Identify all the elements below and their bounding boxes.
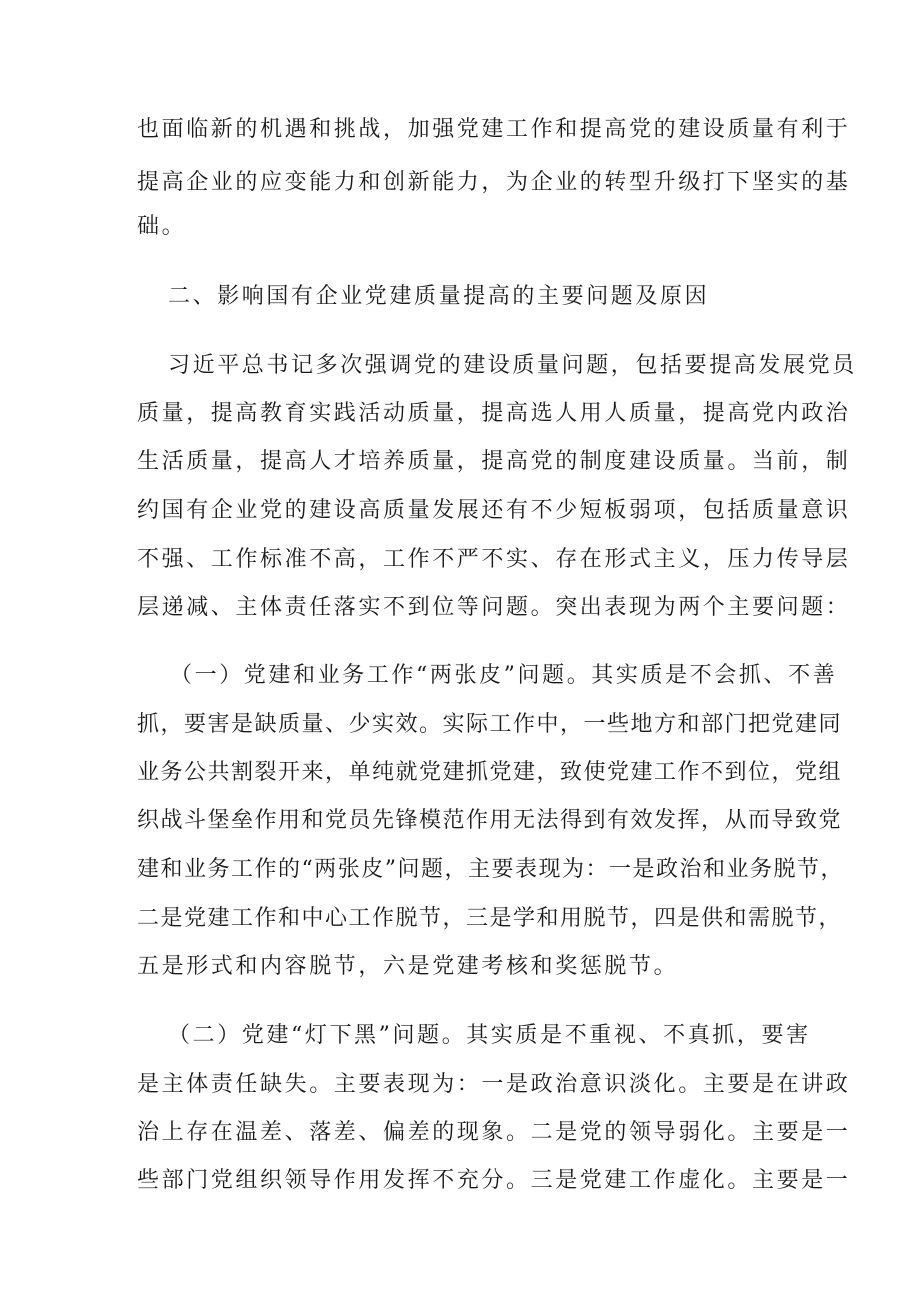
- paragraph-line: 层递减、主体责任落实不到位等问题。突出表现为两个主要问题：: [137, 595, 851, 620]
- paragraph-line: 质量，提高教育实践活动质量，提高选人用人质量，提高党内政治: [137, 401, 851, 426]
- paragraph-line: （一）党建和业务工作“两张皮”问题。其实质是不会抓、不善: [170, 663, 838, 688]
- paragraph-line: 些部门党组织领导作用发挥不充分。三是党建工作虚化。主要是一: [137, 1168, 851, 1193]
- paragraph-line: 二是党建工作和中心工作脱节，三是学和用脱节，四是供和需脱节，: [137, 906, 843, 931]
- paragraph-line: 不强、工作标准不高，工作不严不实、存在形式主义，压力传导层: [137, 547, 851, 572]
- paragraph-line: 业务公共割裂开来，单纯就党建抓党建，致使党建工作不到位，党组: [137, 760, 843, 785]
- paragraph-line: 建和业务工作的“两张皮”问题，主要表现为：一是政治和业务脱节，: [137, 857, 844, 882]
- continuation-line: 础。: [137, 214, 187, 239]
- paragraph-line: 织战斗堡垒作用和党员先锋模范作用无法得到有效发挥，从而导致党: [137, 808, 843, 833]
- paragraph-line: （二）党建“灯下黑”问题。其实质是不重视、不真抓，要害: [168, 1023, 811, 1048]
- paragraph-line: 习近平总书记多次强调党的建设质量问题，包括要提高发展党员: [168, 353, 857, 378]
- section-heading: 二、影响国有企业党建质量提高的主要问题及原因: [168, 284, 710, 309]
- continuation-line: 提高企业的应变能力和创新能力，为企业的转型升级打下坚实的基: [137, 170, 851, 195]
- paragraph-line: 生活质量，提高人才培养质量，提高党的制度建设质量。当前，制: [137, 449, 851, 474]
- paragraph-line: 五是形式和内容脱节，六是党建考核和奖惩脱节。: [137, 954, 679, 979]
- paragraph-line: 是主体责任缺失。主要表现为：一是政治意识淡化。主要是在讲政: [137, 1072, 851, 1097]
- paragraph-line: 治上存在温差、落差、偏差的现象。二是党的领导弱化。主要是一: [137, 1120, 851, 1145]
- paragraph-line: 抓，要害是缺质量、少实效。实际工作中，一些地方和部门把党建同: [137, 712, 843, 737]
- continuation-line: 也面临新的机遇和挑战，加强党建工作和提高党的建设质量有利于: [137, 117, 851, 142]
- paragraph-line: 约国有企业党的建设高质量发展还有不少短板弱项，包括质量意识: [137, 498, 851, 523]
